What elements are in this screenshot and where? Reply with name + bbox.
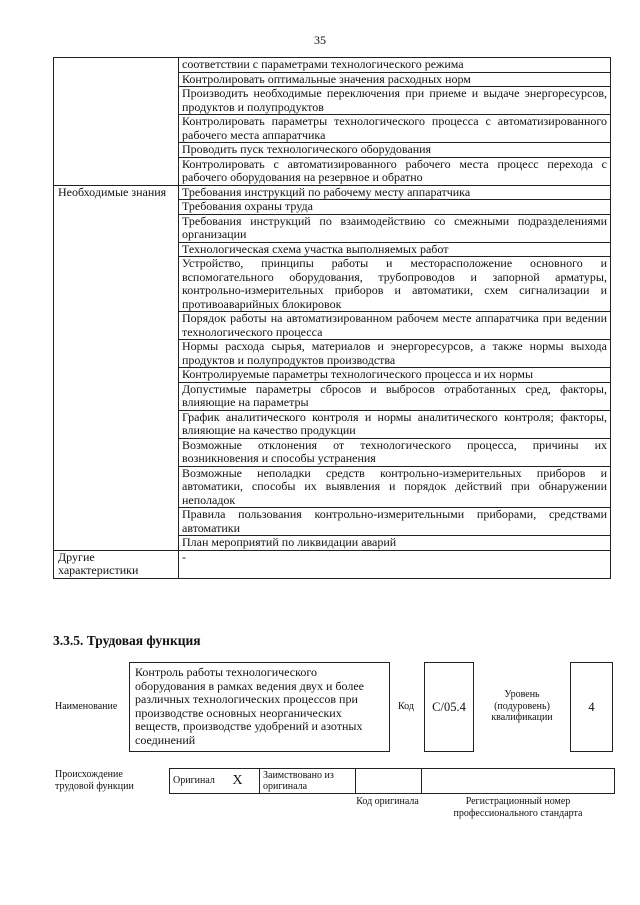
table-cell: План мероприятий по ликвидации аварий <box>179 536 611 551</box>
table-row <box>54 58 611 73</box>
function-code-box: С/05.4 <box>424 662 474 752</box>
original-label: Оригинал <box>170 769 230 794</box>
other-characteristics-value: - <box>179 550 611 578</box>
table-cell: Проводить пуск технологического оборудования <box>179 143 611 158</box>
original-mark: X <box>230 769 260 794</box>
table-row <box>170 769 615 794</box>
origin-label: Происхождение трудовой функции <box>55 769 134 792</box>
table-cell: Требования инструкций по взаимодействию со смежными подразделениями организации <box>179 214 611 242</box>
table-cell: Допустимые параметры сбросов и выбросов отработанных сред, факторы, влияющие на параметры <box>179 382 611 410</box>
table-cell: Возможные отклонения от технологического процесса, причины их возникновения и способы устранения <box>179 438 611 466</box>
table-cell: Нормы расхода сырья, материалов и энергоресурсов, а также нормы выхода продуктов и полупродуктов производства <box>179 340 611 368</box>
registration-number-label: Регистрационный номер профессионального стандарта <box>453 796 583 819</box>
table-cell: Контролируемые параметры технологического процесса и их нормы <box>179 368 611 383</box>
table-cell: Возможные неполадки средств контрольно-измерительных приборов и автоматики, способы их выявления и порядок действий при обнаружении неполадок <box>179 466 611 508</box>
table-cell: Контролировать параметры технологического процесса с автоматизированного рабочего места аппаратчика <box>179 115 611 143</box>
section-heading: 3.3.5. Трудовая функция <box>53 633 201 648</box>
table-cell: Порядок работы на автоматизированном рабочем месте аппаратчика при ведении технологического процесса <box>179 312 611 340</box>
table-cell: соответствии с параметрами технологического режима <box>179 58 611 73</box>
page-number: 35 <box>314 33 326 47</box>
knowledge-label: Необходимые знания <box>54 185 179 550</box>
table-row <box>54 550 611 578</box>
qualification-level-box: 4 <box>570 662 613 752</box>
original-code-label: Код оригинала <box>356 796 419 807</box>
function-name-box: Контроль работы технологического оборудования в рамках ведения двух и более различных технологических процессов при производстве основных неорганических веществ, производстве удобрений и азотных соединений <box>129 662 390 752</box>
table-cell: Правила пользования контрольно-измерительными приборами, средствами автоматики <box>179 508 611 536</box>
qualification-level-label: Уровень (подуровень) квалификации <box>491 689 553 723</box>
table-row <box>54 185 611 200</box>
name-label: Наименование <box>55 701 118 712</box>
registration-number-cell <box>422 769 615 794</box>
table-cell: Производить необходимые переключения при приеме и выдаче энергоресурсов, продуктов и полупродуктов <box>179 87 611 115</box>
origin-table <box>169 768 615 794</box>
original-code-cell <box>356 769 422 794</box>
code-label: Код <box>398 701 414 712</box>
table-cell: Требования инструкций по рабочему месту аппаратчика <box>179 185 611 200</box>
table-cell: График аналитического контроля и нормы аналитического контроля; факторы, влияющие на качество продукции <box>179 410 611 438</box>
label-cell-empty <box>54 58 179 186</box>
table-cell: Контролировать оптимальные значения расходных норм <box>179 72 611 87</box>
borrowed-label: Заимствовано из оригинала <box>260 769 356 794</box>
other-characteristics-label: Другие характеристики <box>54 550 179 578</box>
table-cell: Требования охраны труда <box>179 200 611 215</box>
table-cell: Контролировать с автоматизированного рабочего места процесс перехода с рабочего оборудования на резервное и обратно <box>179 157 611 185</box>
skills-knowledge-table <box>53 57 611 579</box>
table-cell: Технологическая схема участка выполняемых работ <box>179 242 611 257</box>
table-cell: Устройство, принципы работы и месторасположение основного и вспомогательного оборудования, трубопроводов и запорной арматуры, контрольно-измерительных приборов и автоматики, схем сигнализации и противоаварийных блокировок <box>179 257 611 312</box>
